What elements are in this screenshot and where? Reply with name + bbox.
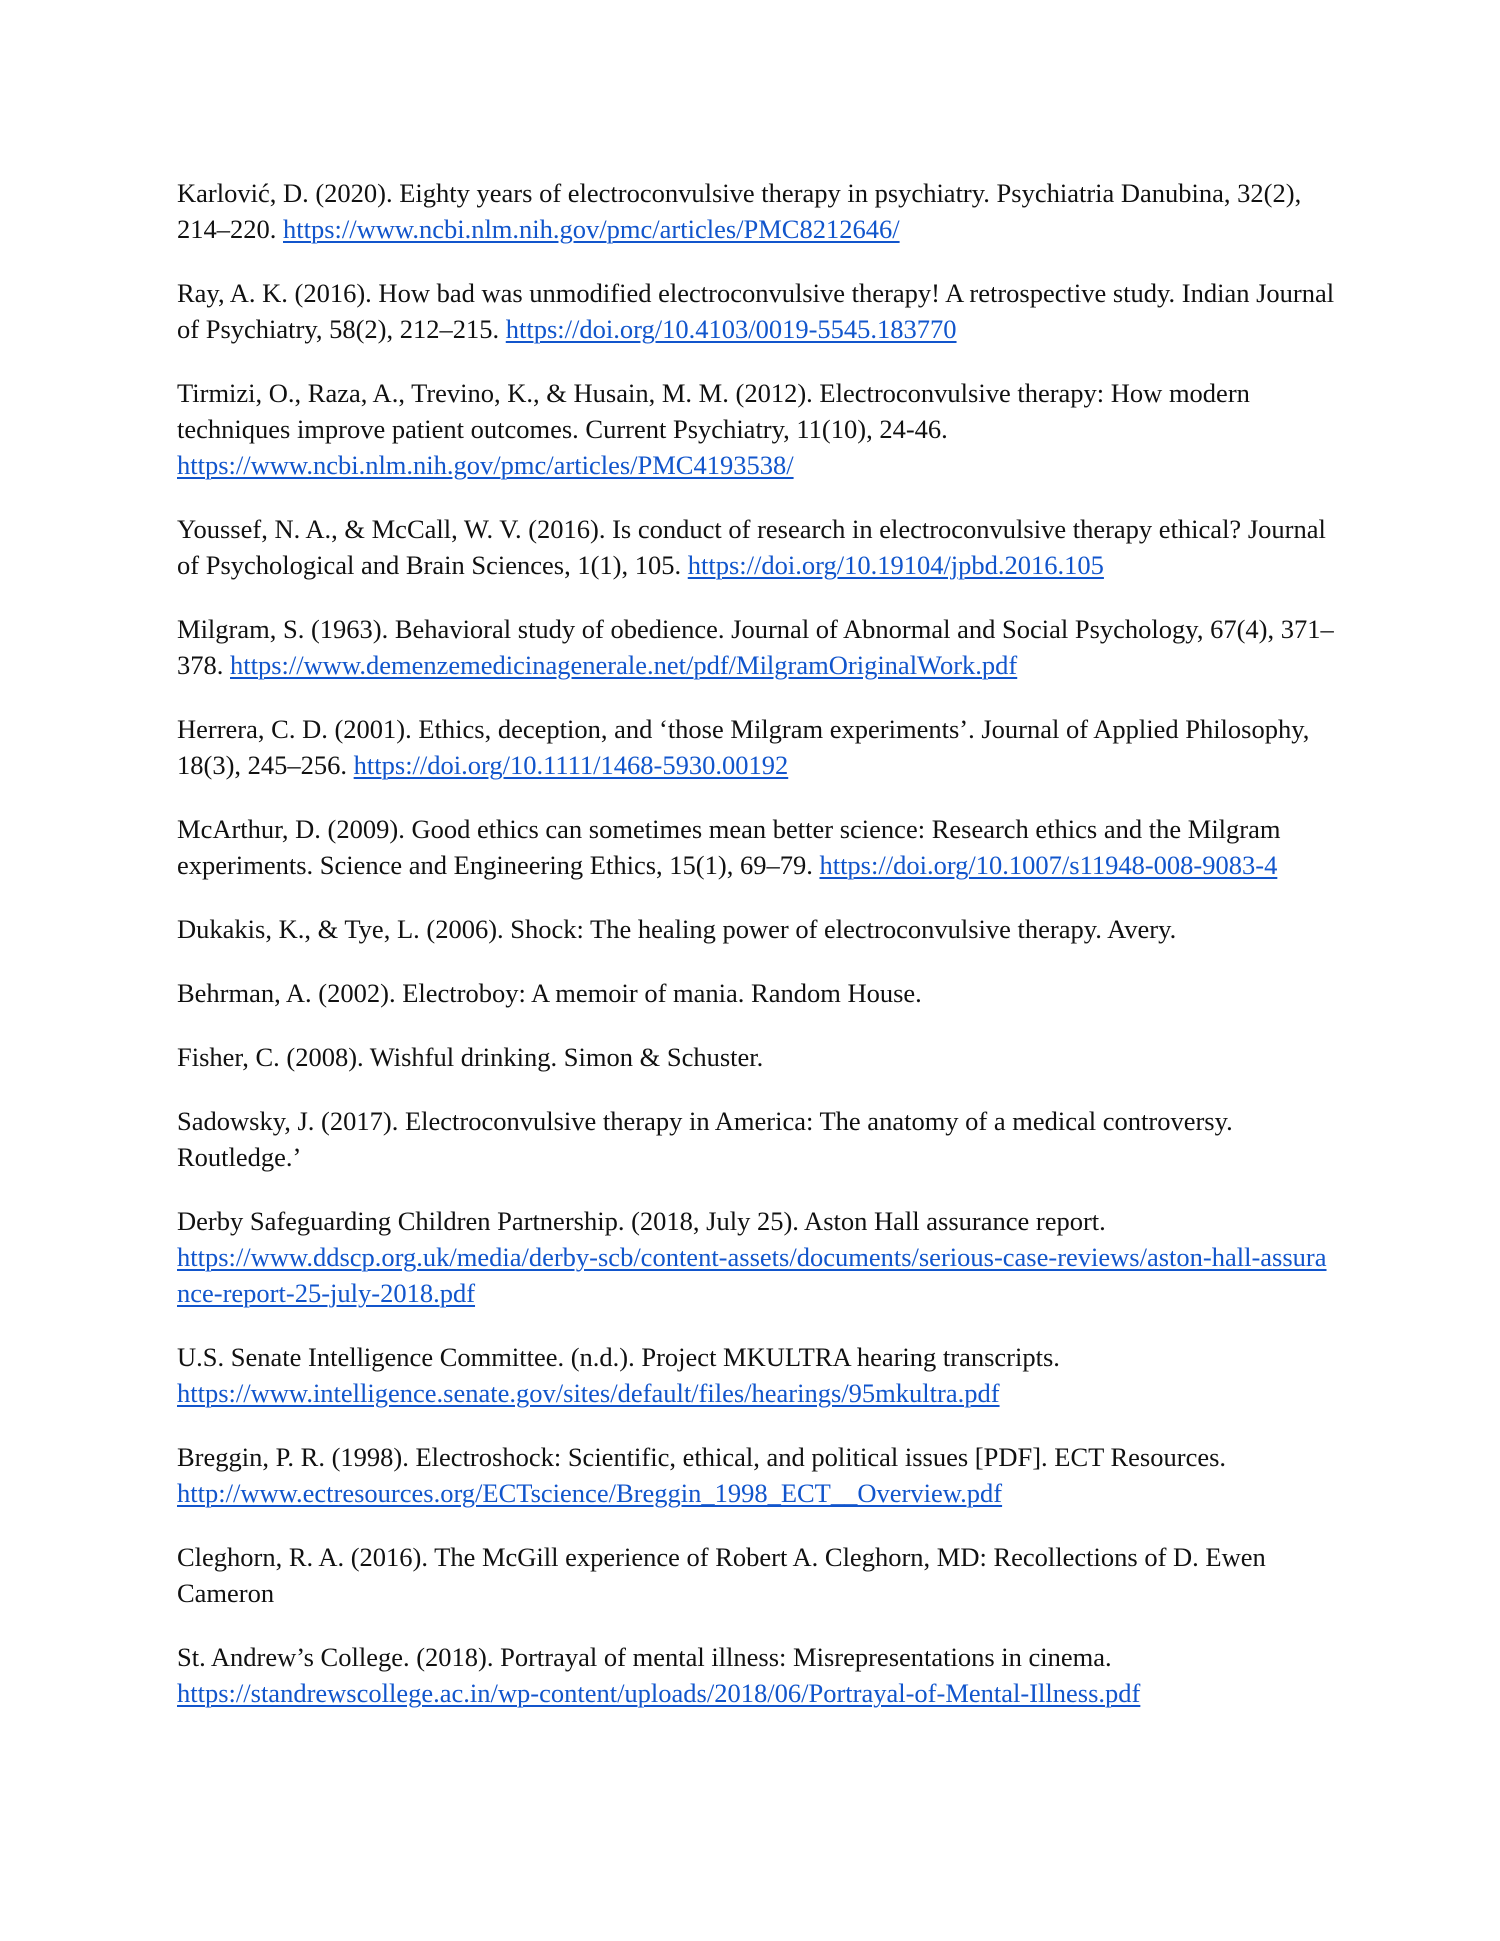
reference-entry [177, 1439, 1337, 1511]
reference-text: Ray, A. K. (2016). How bad was unmodified electroconvulsive therapy! A retrospective study. Indian Journal of Psychiatry, 58(2), 212–215. [177, 278, 1335, 344]
reference-entry [177, 1039, 1337, 1075]
reference-entry [177, 175, 1337, 247]
reference-link[interactable]: https://www.ncbi.nlm.nih.gov/pmc/articles/PMC4193538/ [177, 450, 794, 480]
reference-entry [177, 275, 1337, 347]
reference-text: Behrman, A. (2002). Electroboy: A memoir of mania. Random House. [177, 978, 922, 1008]
reference-entry [177, 711, 1337, 783]
reference-entry [177, 1203, 1337, 1311]
reference-entry [177, 1539, 1307, 1611]
reference-text: McArthur, D. (2009). Good ethics can sometimes mean better science: Research ethics and the Milgram experiments. Science and Engineering Ethics, 15(1), 69–79. [177, 814, 1281, 880]
reference-text: Youssef, N. A., & McCall, W. V. (2016). Is conduct of research in electroconvulsive therapy ethical? Journal of Psychological and Brain Sciences, 1(1), 105. [177, 514, 1326, 580]
reference-text: Herrera, C. D. (2001). Ethics, deception, and ‘those Milgram experiments’. Journal of Applied Philosophy, 18(3), 245–256. [177, 714, 1310, 780]
reference-text: Fisher, C. (2008). Wishful drinking. Simon & Schuster. [177, 1042, 764, 1072]
reference-link[interactable]: https://doi.org/10.1111/1468-5930.00192 [353, 750, 789, 780]
reference-text: St. Andrew’s College. (2018). Portrayal of mental illness: Misrepresentations in cinema. [177, 1642, 1112, 1672]
reference-entry [177, 975, 1337, 1011]
reference-entry [177, 375, 1287, 483]
reference-text: Milgram, S. (1963). Behavioral study of obedience. Journal of Abnormal and Social Psychology, 67(4), 371–378. [177, 614, 1334, 680]
reference-link[interactable]: https://www.ddscp.org.uk/media/derby-scb/content-assets/documents/serious-case-reviews/aston-hall-assurance-report-25-july-2018.pdf [177, 1242, 1327, 1308]
reference-text: Tirmizi, O., Raza, A., Trevino, K., & Husain, M. M. (2012). Electroconvulsive therapy: How modern techniques improve patient outcomes. Current Psychiatry, 11(10), 24-46. [177, 378, 1250, 444]
reference-list [177, 175, 1337, 1739]
reference-link[interactable]: https://doi.org/10.1007/s11948-008-9083-4 [819, 850, 1278, 880]
reference-entry [177, 1339, 1337, 1411]
reference-entry [177, 1639, 1337, 1711]
reference-entry [177, 611, 1337, 683]
reference-link[interactable]: https://doi.org/10.19104/jpbd.2016.105 [687, 550, 1104, 580]
reference-link[interactable]: https://www.ncbi.nlm.nih.gov/pmc/articles/PMC8212646/ [283, 214, 900, 244]
reference-link[interactable]: https://www.intelligence.senate.gov/sites/default/files/hearings/95mkultra.pdf [177, 1378, 1000, 1408]
reference-link[interactable]: https://doi.org/10.4103/0019-5545.183770 [505, 314, 957, 344]
reference-text: Breggin, P. R. (1998). Electroshock: Scientific, ethical, and political issues [PDF]. ECT Resources. [177, 1442, 1227, 1472]
reference-link[interactable]: https://www.demenzemedicinagenerale.net/pdf/MilgramOriginalWork.pdf [230, 650, 1018, 680]
reference-text: Derby Safeguarding Children Partnership. (2018, July 25). Aston Hall assurance report. [177, 1206, 1106, 1236]
reference-link[interactable]: https://standrewscollege.ac.in/wp-content/uploads/2018/06/Portrayal-of-Mental-Illness.pdf [177, 1678, 1141, 1708]
reference-text: Dukakis, K., & Tye, L. (2006). Shock: The healing power of electroconvulsive therapy. Avery. [177, 914, 1177, 944]
reference-entry [177, 811, 1337, 883]
reference-entry [177, 911, 1337, 947]
reference-entry [177, 511, 1337, 583]
reference-entry [177, 1103, 1287, 1175]
reference-text: Sadowsky, J. (2017). Electroconvulsive therapy in America: The anatomy of a medical controversy. Routledge.’ [177, 1106, 1233, 1172]
reference-text: U.S. Senate Intelligence Committee. (n.d.). Project MKULTRA hearing transcripts. [177, 1342, 1060, 1372]
reference-link[interactable]: http://www.ectresources.org/ECTscience/Breggin_1998_ECT__Overview.pdf [177, 1478, 1003, 1508]
reference-text: Karlović, D. (2020). Eighty years of electroconvulsive therapy in psychiatry. Psychiatria Danubina, 32(2), 214–220. [177, 178, 1302, 244]
reference-text: Cleghorn, R. A. (2016). The McGill experience of Robert A. Cleghorn, MD: Recollections of D. Ewen Cameron [177, 1542, 1266, 1608]
